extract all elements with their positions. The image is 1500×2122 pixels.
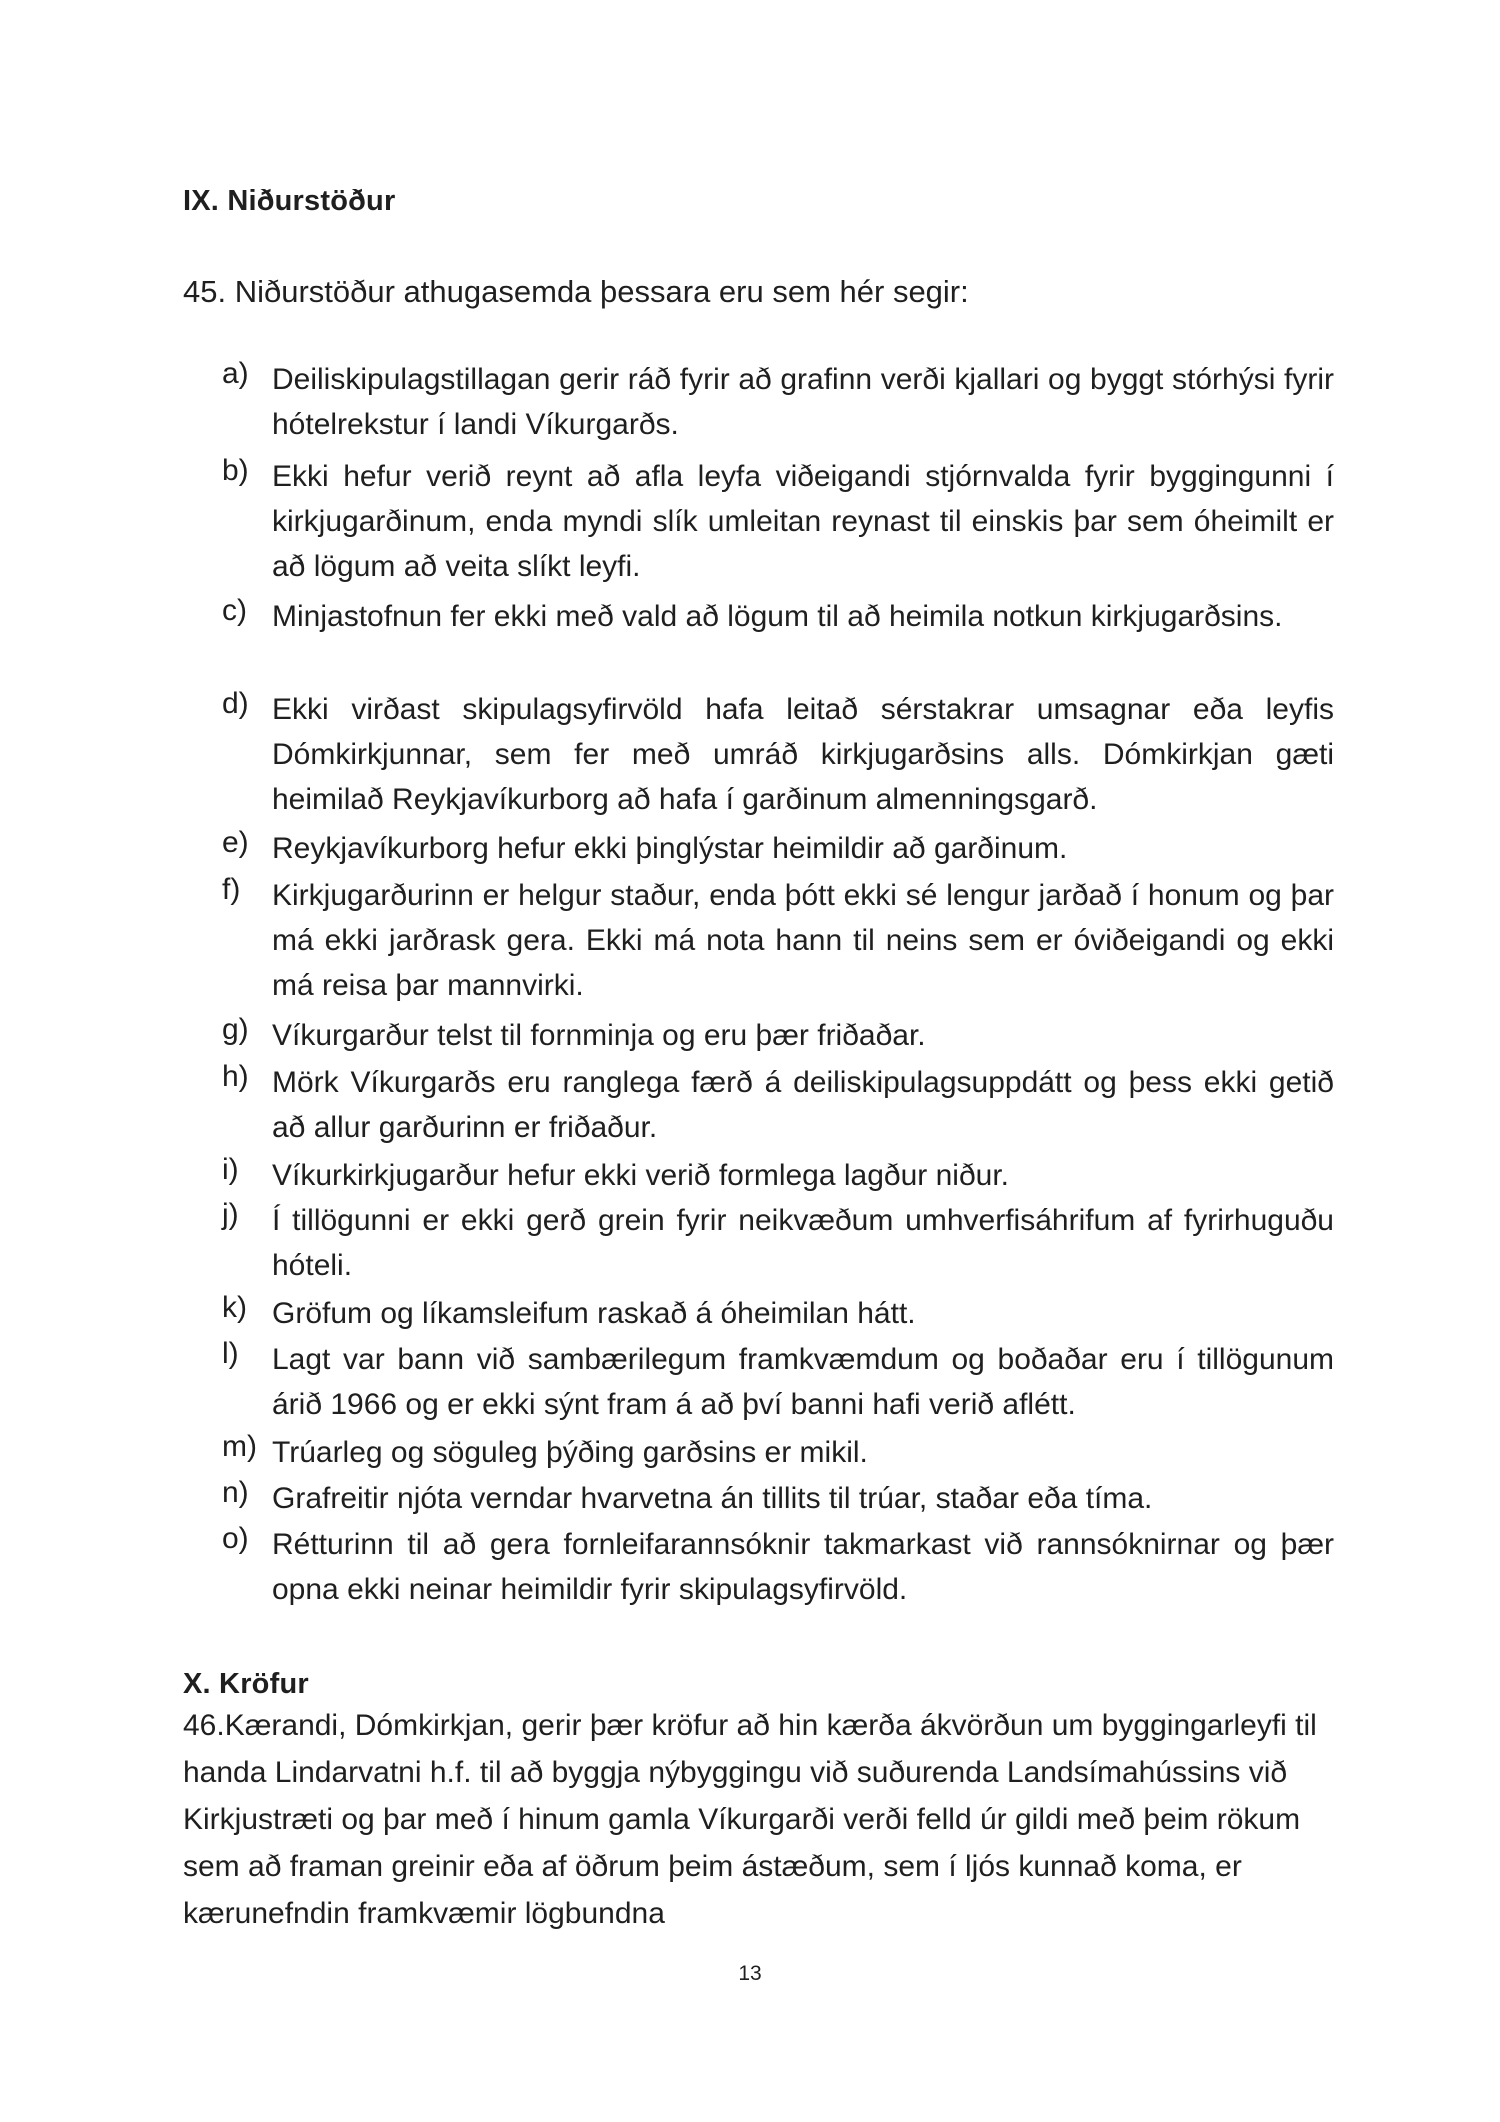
list-item-text: Ekki virðast skipulagsyfirvöld hafa leitað sérstakrar umsagnar eða leyfis Dómkirkjunnar, sem fer með umráð kirkjugarðsins alls. Dómkirkjan gæti heimilað Reykjavíkurborg að hafa í garðinum almenningsgarð. [272,693,1334,816]
list-item-label: e) [222,826,249,859]
list-item-text: Gröfum og líkamsleifum raskað á óheimilan hátt. [272,1297,916,1330]
list-item [222,826,1334,871]
list-item-text: Deiliskipulagstillagan gerir ráð fyrir að grafinn verði kjallari og byggt stórhýsi fyrir hótelrekstur í landi Víkurgarðs. [272,363,1334,441]
list-item-label: j) [222,1198,239,1231]
list-item-label: b) [222,454,249,487]
list-item [222,1153,1334,1198]
list-item-label: a) [222,357,249,390]
list-item-label: n) [222,1476,249,1509]
section-x-heading: X. Kröfur [183,1668,309,1700]
section-ix-heading: IX. Niðurstöður [183,185,396,217]
list-item [222,1198,1334,1288]
page-number: 13 [738,1962,762,1985]
list-item-text: Minjastofnun fer ekki með vald að lögum til að heimila notkun kirkjugarðsins. [272,600,1283,633]
list-item [222,1337,1334,1427]
list-item [222,1430,1334,1475]
list-item-text: Kirkjugarðurinn er helgur staður, enda þótt ekki sé lengur jarðað í honum og þar má ekki jarðrask gera. Ekki má nota hann til neins sem er óviðeigandi og ekki má reisa þar mannvirki. [272,879,1334,1002]
list-item-label: h) [222,1060,249,1093]
list-item [222,687,1334,822]
list-item-label: l) [222,1337,239,1370]
list-item [222,1291,1334,1336]
section-ix-intro: 45. Niðurstöður athugasemda þessara eru sem hér segir: [183,274,969,309]
list-item-text: Lagt var bann við sambærilegum framkvæmdum og boðaðar eru í tillögunum árið 1966 og er ekki sýnt fram á að því banni hafi verið aflétt. [272,1343,1334,1421]
list-item-label: i) [222,1153,239,1186]
list-item-label: f) [222,873,241,906]
list-item-label: o) [222,1522,249,1555]
section-x-paragraph: 46.Kærandi, Dómkirkjan, gerir þær kröfur að hin kærða ákvörðun um byggingarleyfi til handa Lindarvatni h.f. til að byggja nýbyggingu við suðurenda Landsímahússins við Kirkjustræti og þar með í hinum gamla Víkurgarði verði felld úr gildi með þeim rökum sem að framan greinir eða af öðrum þeim ástæðum, sem í ljós kunnað koma, er kærunefndin framkvæmir lögbundna [183,1709,1317,1930]
list-item-text: Ekki hefur verið reynt að afla leyfa viðeigandi stjórnvalda fyrir byggingunni í kirkjugarðinum, enda myndi slík umleitan reynast til einskis þar sem óheimilt er að lögum að veita slíkt leyfi. [272,460,1334,583]
list-item-label: k) [222,1291,247,1324]
list-item [222,594,1334,639]
list-item [222,1522,1334,1612]
list-item-text: Í tillögunni er ekki gerð grein fyrir neikvæðum umhverfisáhrifum af fyrirhuguðu hóteli. [272,1204,1334,1282]
list-item [222,454,1334,589]
list-item-label: m) [222,1430,257,1463]
list-item-text: Mörk Víkurgarðs eru ranglega færð á deiliskipulagsuppdátt og þess ekki getið að allur garðurinn er friðaður. [272,1066,1334,1144]
list-item-text: Rétturinn til að gera fornleifarannsóknir takmarkast við rannsóknirnar og þær opna ekki neinar heimildir fyrir skipulagsyfirvöld. [272,1528,1334,1606]
list-item-text: Víkurgarður telst til fornminja og eru þær friðaðar. [272,1019,926,1052]
list-item [222,1013,1334,1058]
list-item-text: Víkurkirkjugarður hefur ekki verið formlega lagður niður. [272,1159,1010,1192]
list-item [222,1476,1334,1521]
list-item-text: Reykjavíkurborg hefur ekki þinglýstar heimildir að garðinum. [272,832,1068,865]
list-item [222,1060,1334,1150]
list-item-label: c) [222,594,247,627]
list-item [222,873,1334,1008]
list-item-text: Trúarleg og söguleg þýðing garðsins er mikil. [272,1436,868,1469]
list-item-label: g) [222,1013,249,1046]
list-item-text: Grafreitir njóta verndar hvarvetna án tillits til trúar, staðar eða tíma. [272,1482,1153,1515]
list-item-label: d) [222,687,249,720]
list-item [222,357,1334,447]
